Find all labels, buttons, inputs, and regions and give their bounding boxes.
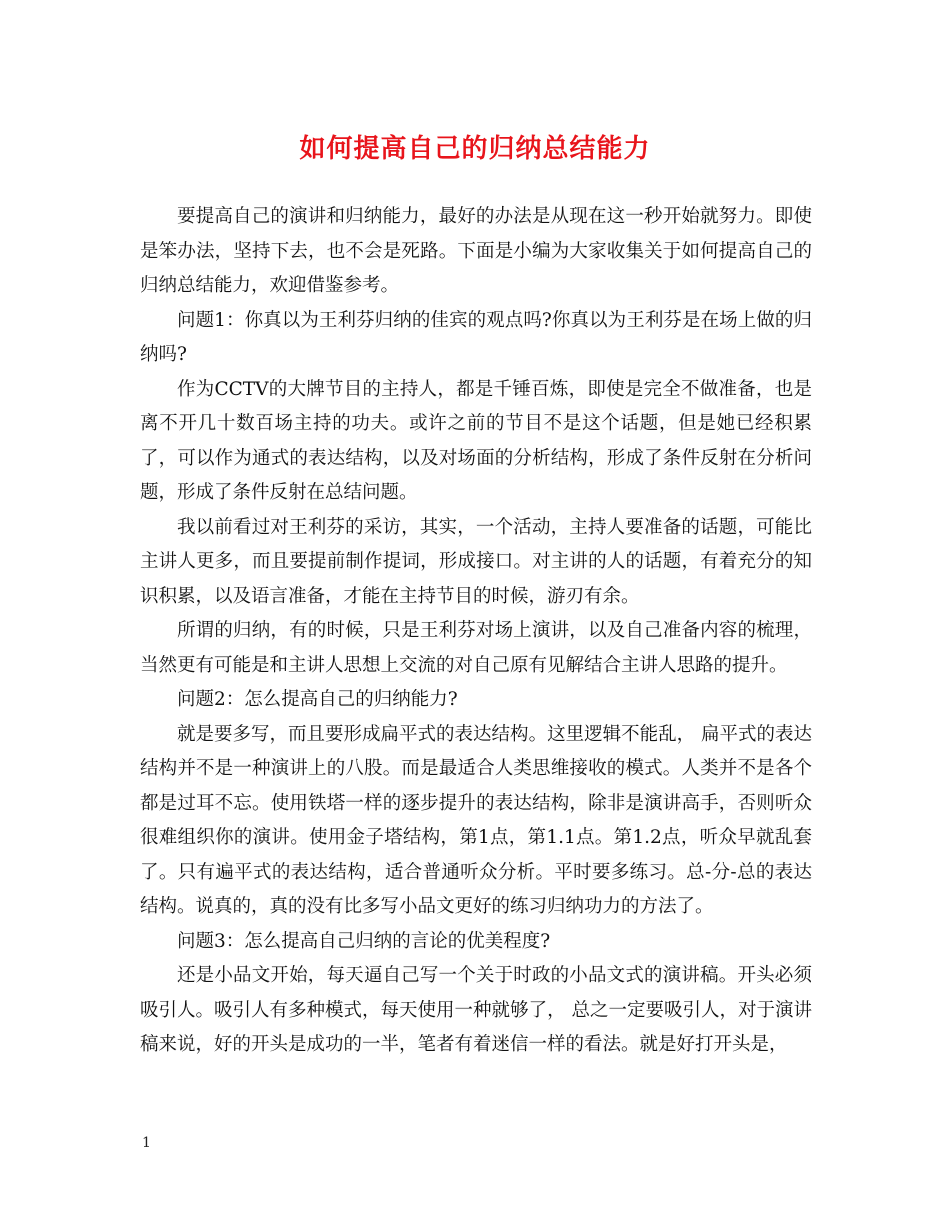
document-body [140,200,812,1063]
document-title: 如何提高自己的归纳总结能力 [299,134,651,164]
paragraph-question-1: 问题1：你真以为王利芬归纳的佳宾的观点吗?你真以为王利芬是在场上做的归纳吗? [140,309,812,365]
page-number: 1 [142,1135,151,1151]
paragraph-answer-1c: 所谓的归纳，有的时候，只是王利芬对场上演讲，以及自己准备内容的梳理，当然更有可能是和主讲人思想上交流的对自己原有见解结合主讲人思路的提升。 [140,620,812,676]
paragraph-answer-1a: 作为CCTV的大牌节目的主持人，都是千锤百炼，即使是完全不做准备，也是离不开几十数百场主持的功夫。或许之前的节目不是这个话题，但是她已经积累了，可以作为通式的表达结构，以及对场面的分析结构，形成了条件反射在分析问题，形成了条件反射在总结问题。 [140,378,812,503]
paragraph-intro: 要提高自己的演讲和归纳能力，最好的办法是从现在这一秒开始就努力。即使是笨办法，坚持下去，也不会是死路。下面是小编为大家收集关于如何提高自己的归纳总结能力，欢迎借鉴参考。 [140,206,812,296]
paragraph-answer-3: 还是小品文开始，每天逼自己写一个关于时政的小品文式的演讲稿。开头必须吸引人。吸引人有多种模式，每天使用一种就够了， 总之一定要吸引人，对于演讲稿来说，好的开头是成功的一半，笔者有着迷信一样的看法。就是好打开头是， [140,965,812,1055]
paragraph-question-2: 问题2：怎么提高自己的归纳能力? [177,689,458,710]
paragraph-answer-2: 就是要多写，而且要形成扁平式的表达结构。这里逻辑不能乱， 扁平式的表达结构并不是一种演讲上的八股。而是最适合人类思维接收的模式。人类并不是各个都是过耳不忘。使用铁塔一样的逐步提升的表达结构，除非是演讲高手，否则听众很难组织你的演讲。使用金子塔结构，第1点，第1.1点。第1.2点，听众早就乱套了。只有遍平式的表达结构，适合普通听众分析。平时要多练习。总-分-总的表达结构。说真的，真的没有比多写小品文更好的练习归纳功力的方法了。 [140,723,812,917]
paragraph-question-3: 问题3：怎么提高自己归纳的言论的优美程度? [177,930,551,952]
paragraph-answer-1b: 我以前看过对王利芬的采访，其实，一个活动，主持人要准备的话题，可能比主讲人更多，而且要提前制作提词，形成接口。对主讲的人的话题，有着充分的知识积累，以及语言准备，才能在主持节目的时候，游刃有余。 [140,516,812,607]
